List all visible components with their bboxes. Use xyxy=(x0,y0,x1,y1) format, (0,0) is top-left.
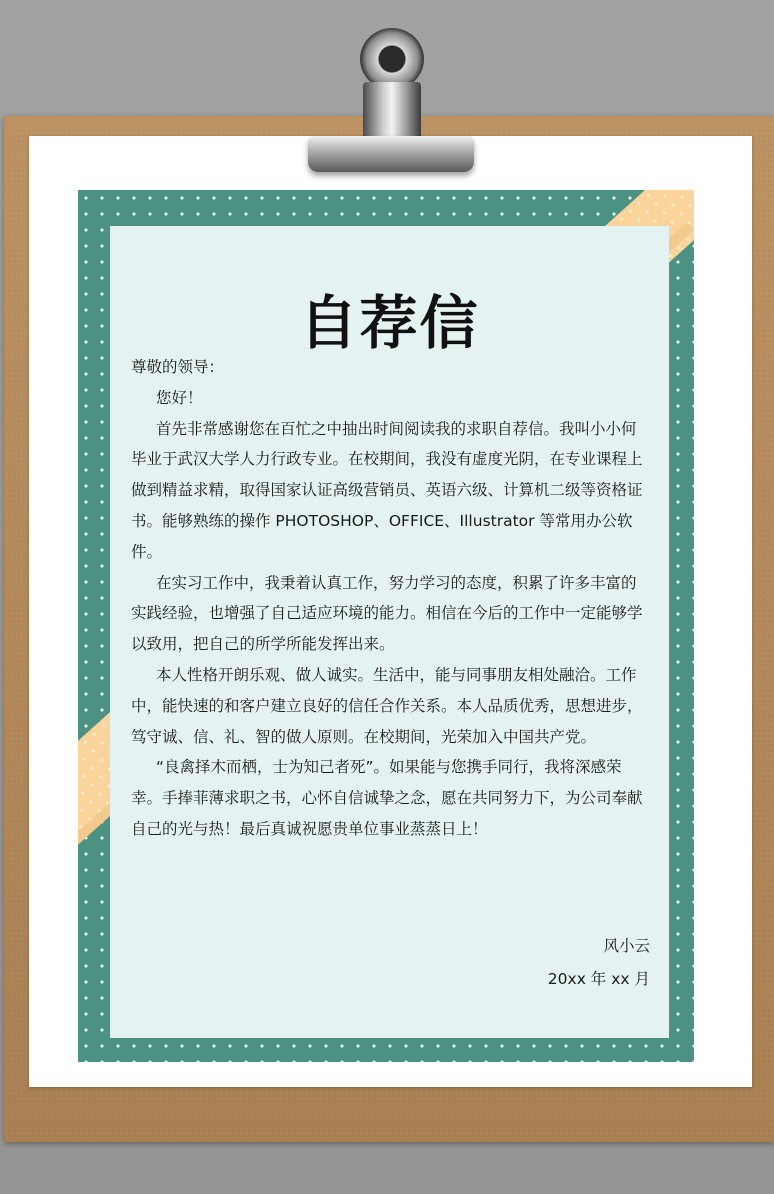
letter-title: 自荐信 xyxy=(299,289,480,357)
signature-date: 20xx 年 xx 月 xyxy=(547,970,650,988)
paragraph-2: 在实习工作中，我秉着认真工作，努力学习的态度，积累了许多丰富的实践经验，也增强了自己适应环境的能力。相信在今后的工作中一定能够学以致用，把自己的所学所能发挥出来。 xyxy=(131,573,643,654)
signature: 风小云 xyxy=(603,937,650,955)
paragraph-1: 首先非常感谢您在百忙之中抽出时间阅读我的求职自荐信。我叫小小何毕业于武汉大学人力行政专业。在校期间，我没有虚度光阴，在专业课程上做到精益求精，取得国家认证高级营销员、英语六级、计算机二级等资格证书。能够熟练的操作 PHOTOSHOP、OFFICE、Illustrator 等常用办公软件。 xyxy=(131,419,643,561)
paragraph-3: 本人性格开朗乐观、做人诚实。生活中，能与同事朋友相处融洽。工作中，能快速的和客户建立良好的信任合作关系。本人品质优秀，思想进步，笃守诚、信、礼、智的做人原则。在校期间，光荣加入中国共产党。 xyxy=(131,665,643,746)
paragraph-4: “良禽择木而栖，士为知己者死”。如果能与您携手同行，我将深感荣幸。手捧菲薄求职之书，心怀自信诚挚之念，愿在共同努力下，为公司奉献自己的光与热！最后真诚祝愿贵单位事业蒸蒸日上！ xyxy=(131,758,643,838)
salutation: 尊敬的领导： xyxy=(131,358,225,376)
greeting: 您好！ xyxy=(156,388,203,407)
letter-body xyxy=(131,352,651,845)
binder-clip-icon xyxy=(300,28,480,178)
